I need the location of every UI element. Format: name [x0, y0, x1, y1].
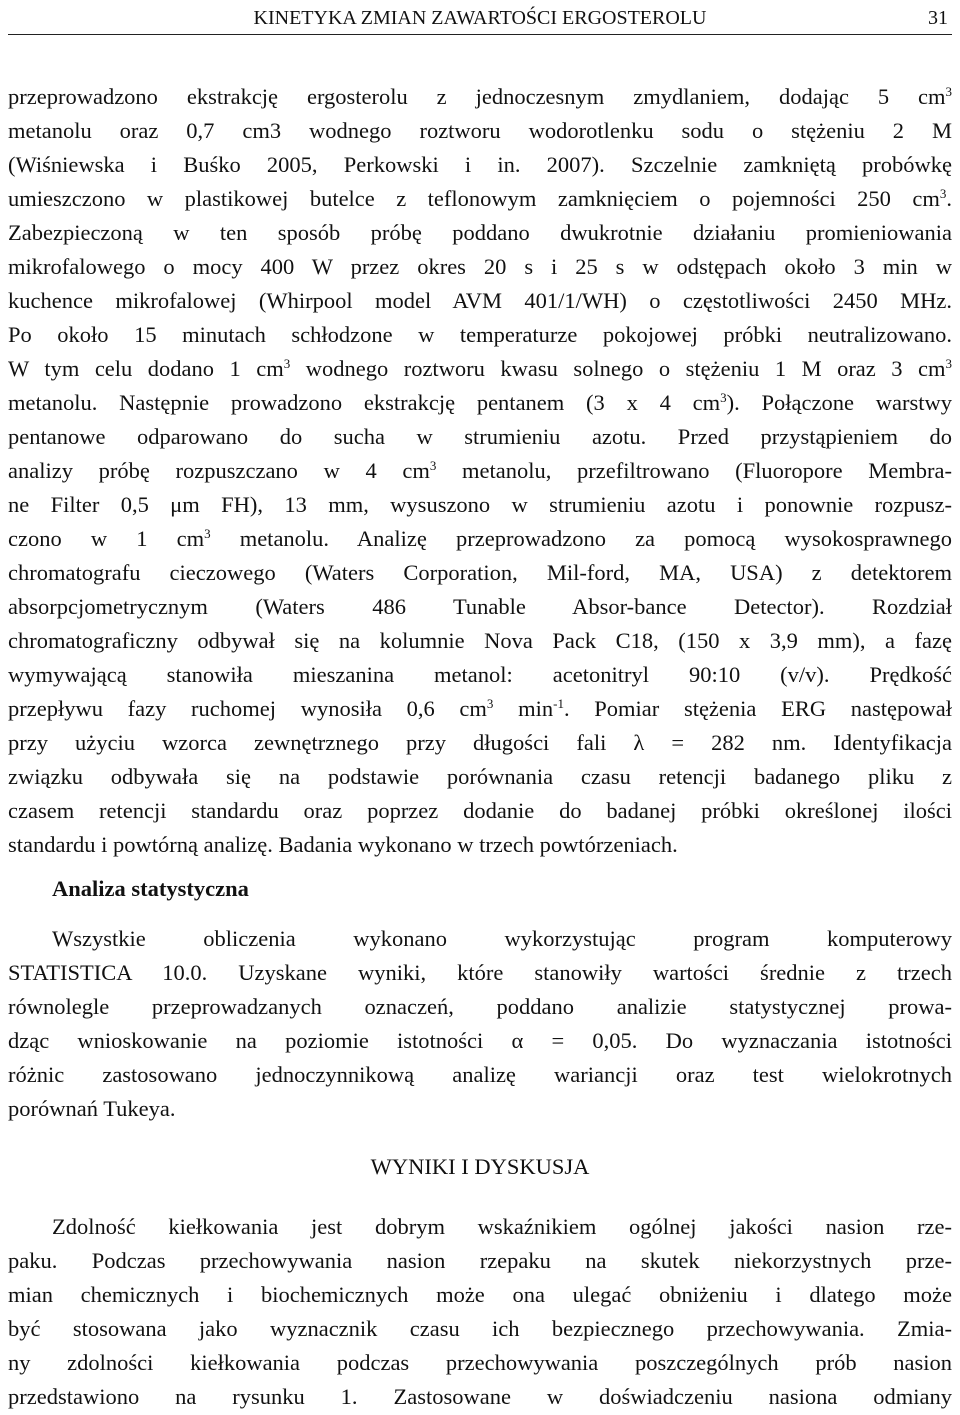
- text-line: chromatograficzny odbywał się na kolumnie Nova Pack C18, (150 x 3,9 mm), a fazę: [8, 628, 952, 653]
- text-line: kuchence mikrofalowej (Whirpool model AVM 401/1/WH) o częstotliwości 2450 MHz.: [8, 288, 952, 313]
- text-line: Po około 15 minutach schłodzone w temperaturze pokojowej próbki neutralizowano.: [8, 322, 952, 347]
- text-line: wymywającą stanowiła mieszanina metanol: acetonitryl 90:10 (v/v). Prędkość: [8, 662, 952, 687]
- text-line: przeprowadzono ekstrakcję ergosterolu z jednoczesnym zmydlaniem, dodając 5 $cm^3$: [8, 84, 952, 109]
- text-line: chromatografu cieczowego (Waters Corporation, Mil-ford, MA, USA) z detektorem: [8, 560, 952, 585]
- text-line: być stosowana jako wyznacznik czasu ich bezpiecznego przechowywania. Zmia-: [8, 1316, 952, 1341]
- text-line: analizy próbę rozpuszczano w 4 $cm^3$ metanolu, przefiltrowano (Fluoropore Membra-: [8, 458, 952, 483]
- page-number: 31: [928, 7, 948, 29]
- text-line: pentanowe odparowano do sucha w strumieniu azotu. Przed przystąpieniem do: [8, 424, 952, 449]
- text-line: przedstawiono na rysunku 1. Zastosowane w doświadczeniu nasiona odmiany: [8, 1384, 952, 1409]
- text-line: umieszczono w plastikowej butelce z teflonowym zamknięciem o pojemności 250 $cm^3$.: [8, 186, 952, 211]
- text-line: związku odbywała się na podstawie porównania czasu retencji badanego pliku z: [8, 764, 952, 789]
- text-line: absorpcjometrycznym (Waters 486 Tunable Absor-bance Detector). Rozdział: [8, 594, 952, 619]
- text-line: Wszystkie obliczenia wykonano wykorzystując program komputerowy: [52, 926, 952, 951]
- text-line: czono w 1 $cm^3$ metanolu. Analizę przeprowadzono za pomocą wysokosprawnego: [8, 526, 952, 551]
- text-line: różnic zastosowano jednoczynnikową analizę wariancji oraz test wielokrotnych: [8, 1062, 952, 1087]
- text-line: ne Filter 0,5 μm FH), 13 mm, wysuszono w strumieniu azotu i ponownie rozpusz-: [8, 492, 952, 517]
- text-line: Zabezpieczoną w ten sposób próbę poddano dwukrotnie działaniu promieniowania: [8, 220, 952, 245]
- text-line: ny zdolności kiełkowania podczas przechowywania poszczególnych prób nasion: [8, 1350, 952, 1375]
- text-line: porównań Tukeya.: [8, 1096, 176, 1121]
- text-line: metanolu oraz 0,7 cm3 wodnego roztworu wodorotlenku sodu o stężeniu 2 M: [8, 118, 952, 143]
- text-line: mian chemicznych i biochemicznych może ona ulegać obniżeniu i dlatego może: [8, 1282, 952, 1307]
- section-heading-statistics: Analiza statystyczna: [52, 876, 249, 901]
- text-line: standardu i powtórną analizę. Badania wykonano w trzech powtórzeniach.: [8, 832, 678, 857]
- text-line: równolegle przeprowadzanych oznaczeń, poddano analizie statystycznej prowa-: [8, 994, 952, 1019]
- text-line: czasem retencji standardu oraz poprzez dodanie do badanej próbki określonej ilości: [8, 798, 952, 823]
- text-line: Zdolność kiełkowania jest dobrym wskaźnikiem ogólnej jakości nasion rze-: [52, 1214, 952, 1239]
- running-header: [8, 4, 952, 35]
- running-title: KINETYKA ZMIAN ZAWARTOŚCI ERGOSTEROLU: [253, 7, 707, 29]
- text-line: (Wiśniewska i Buśko 2005, Perkowski i in. 2007). Szczelnie zamkniętą probówkę: [8, 152, 952, 177]
- text-line: W tym celu dodano 1 $cm^3$ wodnego roztworu kwasu solnego o stężeniu 1 M oraz 3 $cm^3$: [8, 356, 952, 381]
- text-line: dząc wnioskowanie na poziomie istotności α = 0,05. Do wyznaczania istotności: [8, 1028, 952, 1053]
- text-line: STATISTICA 10.0. Uzyskane wyniki, które stanowiły wartości średnie z trzech: [8, 960, 952, 985]
- section-heading-results: WYNIKI I DYSKUSJA: [370, 1154, 590, 1179]
- text-line: przy użyciu wzorca zewnętrznego przy długości fali λ = 282 nm. Identyfikacja: [8, 730, 952, 755]
- text-line: paku. Podczas przechowywania nasion rzepaku na skutek niekorzystnych prze-: [8, 1248, 952, 1273]
- text-line: przepływu fazy ruchomej wynosiła 0,6 $cm^3$ $\min^{-1}$. Pomiar stężenia ERG następował: [8, 696, 952, 721]
- text-line: metanolu. Następnie prowadzono ekstrakcję pentanem (3 x 4 $cm^3$). Połączone warstwy: [8, 390, 952, 415]
- text-line: mikrofalowego o mocy 400 W przez okres 20 s i 25 s w odstępach około 3 min w: [8, 254, 952, 279]
